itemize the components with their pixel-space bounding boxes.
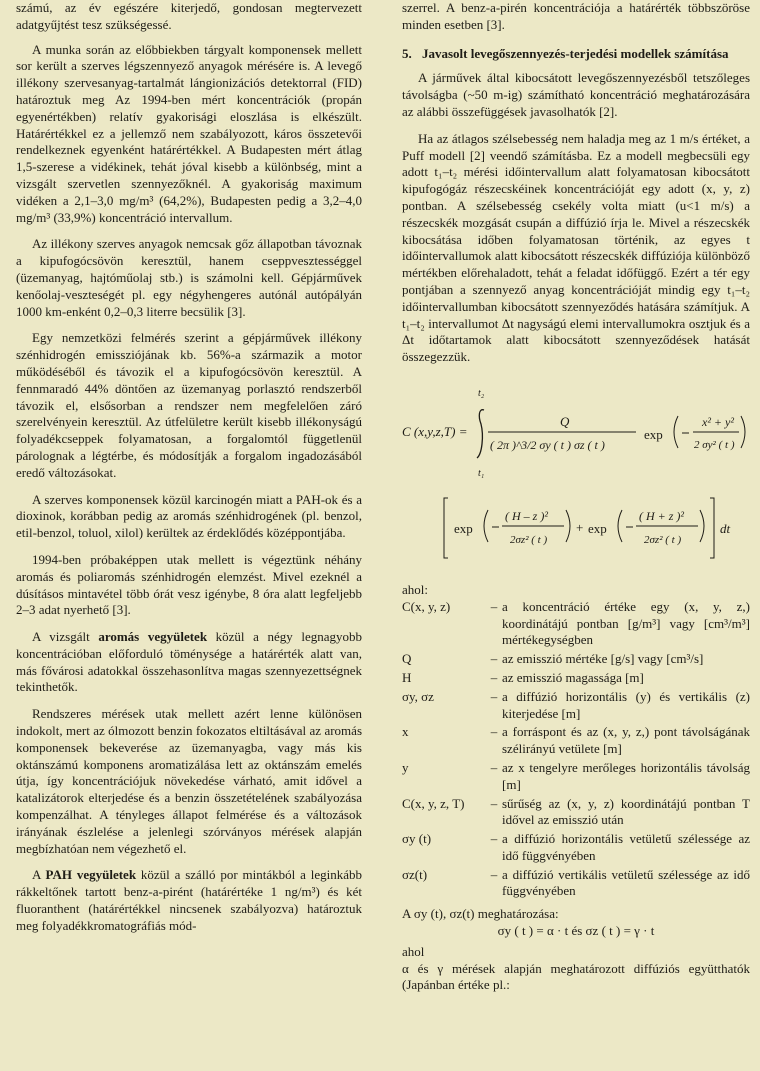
paragraph: Rendszeres mérések utak mellett azért lenne különösen indokolt, mert az ólmozott benzin fokozatos eltiltásával az aromás komponensek bekeverése az üzemanyagba, vagy más kis oktánszámú komponens aromatizálása lett az oktánszám emelés útja, így koncentrációjuk növekedése várható, amit idővel a katalizátorok elterjedése és a benzin összetételének szabályozása kompenzálhat. A tényleges állapot felmérése és a változások irányának észlelése a jelenlegi szórványos mérések alapján megbízhatóan nem végezhető el.: [16, 706, 362, 856]
definition-dash: –: [490, 669, 498, 685]
paragraph-aromas: A vizsgált aromás vegyületek közül a négy legnagyobb koncentrációban előforduló töménysége a határérték alatt van, más fővárosi adatokkal összehasonlítva magas szennyezettségnek tekinthetők.: [16, 629, 363, 695]
sigma-intro: A σy (t), σz(t) meghatározása:: [402, 906, 559, 922]
exp1-denominator: 2 σy² ( t ): [694, 438, 735, 451]
definition-description: sűrűség az (x, y, z) koordinátájú pontban T idővel az emisszió után: [502, 795, 750, 828]
exp3-numerator: ( H + z )²: [639, 508, 685, 523]
paragraph: Ha az átlagos szélsebesség nem haladja meg az 1 m/s értéket, a Puff modell [2] veendő számításba. Ez a modell megbecsüli egy adott t₁–t₂ mérési időintervallum alatt folyamatosan kibocsátott kipufogógáz részecskéinek koncentrációját egy adott (x, y, z) pontban. A szélsebesség csekély volta miatt (u<1 m/s) a részecskék mozgását csupán a diffúzió írja le. Mivel a részecskék kibocsátása időben folyamatosan történik, az egyes t időintervallumok alatt kibocsátott részecskék diffúziója különböző mértékben előrehaladott, tehát a feladat időfüggő. Ezért a tér egy pontjában a szennyező anyag koncentrációját mindig egy t₁–t₂ időintervallumban kibocsátott szennyeződés hatására számítjuk. A t₁–t₂ intervallumot Δt nagyságú elemi intervallumokra osztjuk és a Δt időtartamok alatt kibocsátott szennyeződések hatását összegezzük.: [402, 130, 750, 365]
definition-description: a forráspont és az (x, y, z,) pont távolságának szélirányú vetülete [m]: [502, 724, 750, 757]
left-column: [16, 0, 362, 945]
definition-dash: –: [490, 598, 498, 614]
bold-term: PAH vegyületek: [45, 867, 137, 883]
definition-row: [402, 670, 750, 687]
definition-dash: –: [490, 831, 498, 847]
definition-row: [402, 599, 750, 649]
formula-svg: [402, 376, 750, 576]
definition-symbol: σz(t): [402, 866, 428, 882]
paragraph: A szerves komponensek közül karcinogén miatt a PAH-ok és a dioxinok, korábban pedig az aromás szénhidrogének (pl. benzol, etil-benzol, toluol, xilol) kerültek az érdeklődés középpontjába.: [16, 491, 362, 541]
exp-word: exp: [454, 520, 473, 536]
definition-list: [402, 599, 750, 901]
definition-row: [402, 689, 750, 723]
paragraph: Egy nemzetközi felmérés szerint a gépjárművek illékony szénhidrogén emissziójának kb. 56%-a származik a motor működéséből és távozik el a kipufogócsövön keresztül. A fennmaradó 44% döntően az üzemanyag porlasztó rendszerből távozik el, elsősorban a rendszer nem megfelelően záró szerelvényein keresztül. Az útfelületre került kisebb illékonyságú folyadékcseppek folyamatosan, a forgalomtól függetlenül párolognak a légtérbe, és módosítják a forgalom ingadozásából eredő változásokat.: [16, 330, 362, 480]
ahol-label: ahol: [402, 943, 425, 959]
definition-dash: –: [490, 688, 498, 704]
exp-word: exp: [644, 426, 663, 442]
definition-dash: –: [490, 651, 498, 667]
paragraph: α és γ mérések alapján meghatározott diffúziós együtthatók (Japánban értéke pl.:: [402, 960, 750, 993]
sigma-formula: σy ( t ) = α · t és σz ( t ) = γ · t: [497, 923, 655, 939]
definition-symbol: x: [402, 724, 409, 740]
definition-row: [402, 867, 750, 901]
plus-sign: +: [576, 519, 584, 535]
definition-row: [402, 796, 750, 830]
fraction-numerator: Q: [560, 413, 570, 429]
integral-lower: t₁: [478, 467, 485, 479]
paren-right: [700, 510, 704, 542]
differential: dt: [720, 520, 731, 536]
definition-symbol: σy, σz: [402, 688, 434, 704]
paragraph: A munka során az előbbiekben tárgyalt komponensek mellett sor került a szerves légszennyező anyagok mérésére is. A levegő illékony szervesanyag-tartalmát lángionizációs detektorral (FID) határoztuk meg Az 1994-ben mért koncentrációk (propán egyenértékben) relatív gyakorisági eloszlása is elkészült. Határértékkel ez a jellemző nem szabályozott, káros összetevői rendelkeznek egyenként határértékkel. A Budapesten mért átlag 1,5-szerese a vidékinek, tehát jóval kisebb a különbség, mint a vizsgált szervetlen szennyezőknél. A gyakoriság maximum vidéken a 2,1–3,0 mg/m³ (64,2%), Budapesten pedig a 3,2–4,0 mg/m³ (33,9%) koncentráció intervallum.: [16, 41, 362, 225]
paragraph: Az illékony szerves anyagok nemcsak gőz állapotban távoznak a kipufogócsövön keresztül, hanem cseppvesztességgel (üzemanyag, hajtóműolaj stb.) is számolni kell. Gépjárművek kenőolaj-veszteségét pl. egy négyhengeres autónál autópályán 1000 km-enként 0,2–0,3 literre becsülik [3].: [16, 236, 362, 319]
definition-description: a diffúzió vertikális vetületű szélessége az idő függvényében: [502, 866, 750, 899]
definition-row: [402, 831, 750, 865]
definition-description: az emisszió mértéke [g/s] vagy [cm³/s]: [502, 651, 704, 667]
puff-formula: [402, 376, 750, 576]
definition-row: [402, 724, 750, 758]
definition-row: [402, 760, 750, 794]
paragraph: A járművek által kibocsátott levegőszennyezésből tetszőleges távolságba (~50 m-ig) számítható koncentráció meghatározására az alábbi összefüggések javasolhatók [2].: [402, 70, 750, 119]
paren-left: [484, 510, 488, 542]
formula-lhs: C (x,y,z,T) =: [402, 423, 468, 439]
exp2-numerator: ( H – z )²: [505, 508, 548, 523]
ahol-label: ahol:: [402, 581, 428, 597]
definition-dash: –: [490, 795, 498, 811]
exp3-denominator: 2σz² ( t ): [644, 533, 682, 546]
section-heading: 5. Javasolt levegőszennyezés-terjedési modellek számítása: [402, 45, 729, 61]
definition-symbol: y: [402, 759, 409, 775]
definition-description: a koncentráció értéke egy (x, y, z,) koordinátájú pontban [g/m³] vagy [cm³/m³] mértékegységben: [502, 598, 750, 648]
definition-symbol: σy (t): [402, 831, 432, 847]
definition-dash: –: [490, 724, 498, 740]
fraction-denominator: ( 2π )^3/2 σy ( t ) σz ( t ): [490, 437, 605, 452]
paren-left: [674, 416, 678, 448]
paragraph: 1994-ben próbaképpen utak mellett is végeztünk néhány aromás és poliaromás szénhidrogén elemzést. Mivel ezeknél a dúsításos mintavétel több órát vesz igénybe, 8 óra alatt legfeljebb 2–3 adat nyerhető [3].: [16, 551, 362, 618]
paren-right: [741, 416, 745, 448]
integral-sign: [477, 410, 484, 458]
exp2-denominator: 2σz² ( t ): [510, 533, 548, 546]
paragraph: szerrel. A benz-a-pirén koncentrációja a határérték többszöröse minden esetben [3].: [402, 0, 750, 32]
exp-word: exp: [588, 520, 607, 536]
definition-dash: –: [490, 759, 498, 775]
definition-symbol: C(x, y, z, T): [402, 795, 465, 811]
definition-description: a diffúzió horizontális vetületű szélessége az idő függvényében: [502, 831, 750, 863]
bracket-left: [444, 498, 448, 558]
definition-symbol: Q: [402, 651, 412, 667]
definition-symbol: C(x, y, z): [402, 598, 451, 614]
definition-description: az emisszió magassága [m]: [502, 669, 644, 685]
paragraph-pah: A PAH vegyületek közül a szálló por mintákból a leginkább rákkeltőnek tartott benz-a-pirént (határértéke 1 ng/m³) és két fluoranthent (határértékkel nincsenek szabályozva) határoztuk meg folyadékkromatográfiás mód-: [16, 867, 362, 933]
definition-description: az x tengelyre merőleges horizontális távolság [m]: [502, 759, 750, 792]
exp1-numerator: x² + y²: [702, 414, 734, 429]
paren-right: [566, 510, 570, 542]
right-column: [402, 0, 750, 1004]
integral-upper: t₂: [478, 387, 485, 399]
bracket-right: [710, 498, 714, 558]
definition-row: [402, 651, 750, 668]
paragraph: számú, az év egészére kiterjedő, gondosan megtervezett adatgyűjtést tesz szükségessé.: [16, 0, 362, 32]
definition-symbol: H: [402, 669, 412, 685]
definition-description: a diffúzió horizontális (y) és vertikális (z) kiterjedése [m]: [502, 688, 750, 721]
bold-term: aromás vegyületek: [98, 629, 208, 645]
paren-left: [618, 510, 622, 542]
definition-dash: –: [490, 866, 498, 882]
